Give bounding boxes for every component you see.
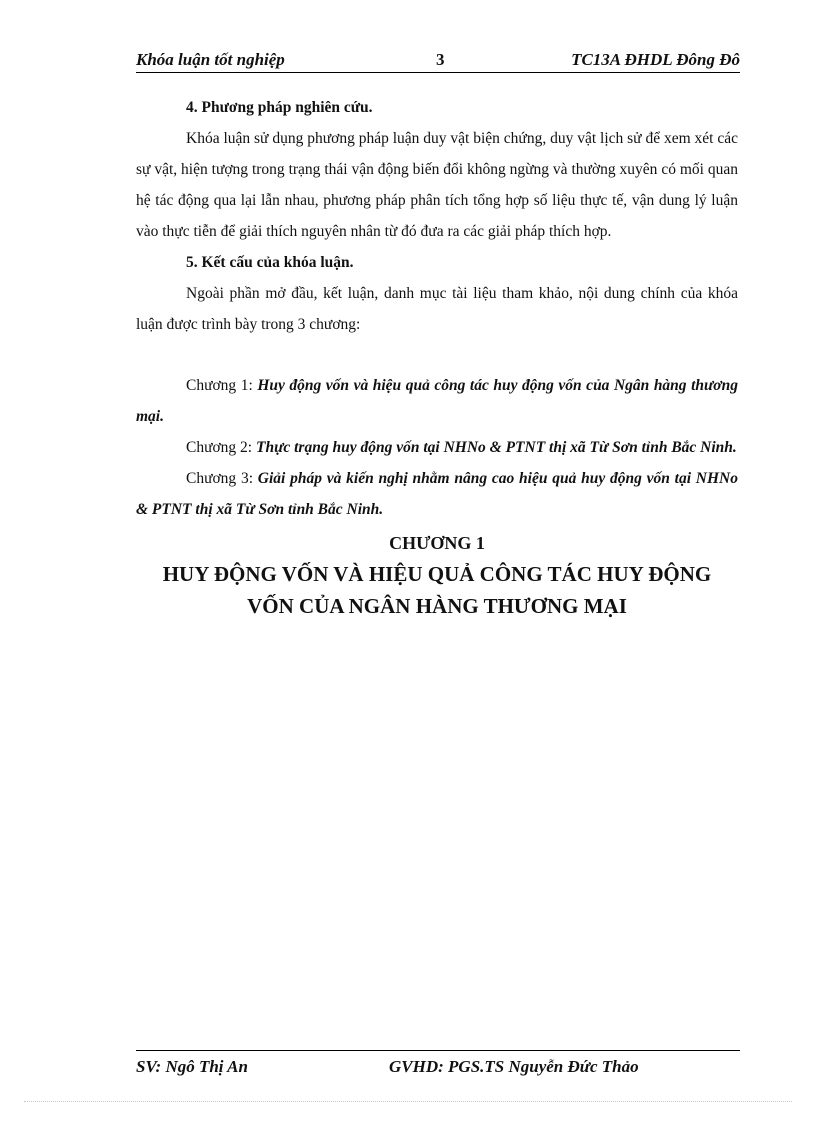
chapter-label: CHƯƠNG 1 [389,533,485,553]
chapter-list-item [136,370,738,432]
chapter-3-prefix: Chương 3: [186,470,258,487]
page-bottom-divider [24,1101,792,1102]
section-5-heading: 5. Kết cấu của khóa luận. [186,254,354,271]
footer-advisor: GVHD: PGS.TS Nguyễn Đức Thảo [389,1057,639,1076]
footer-student: SV: Ngô Thị An [136,1057,248,1076]
section-4-heading: 4. Phương pháp nghiên cứu. [186,99,373,116]
chapter-title-line-1: HUY ĐỘNG VỐN VÀ HIỆU QUẢ CÔNG TÁC HUY ĐỘNG [162,562,712,586]
spacer [136,340,738,370]
chapter-list-item [136,432,738,463]
header-class-name: TC13A ĐHDL Đông Đô [571,50,740,69]
chapter-1-title: Huy động vốn và hiệu quả công tác huy động vốn của Ngân hàng thương mại. [136,377,738,425]
chapter-1-prefix: Chương 1: [186,377,258,394]
chapter-title-line-2: VỐN CỦA NGÂN HÀNG THƯƠNG MẠI [247,594,627,618]
header-doc-title: Khóa luận tốt nghiệp [136,50,285,69]
page-body [136,92,738,622]
chapter-2-title: Thực trạng huy động vốn tại NHNo & PTNT thị xã Từ Sơn tỉnh Bắc Ninh. [256,439,737,456]
chapter-list-item [136,463,738,525]
chapter-3-title: Giải pháp và kiến nghị nhằm nâng cao hiệu quả huy động vốn tại NHNo & PTNT thị xã Từ Sơn tỉnh Bắc Ninh. [136,470,739,518]
section-5-paragraph: Ngoài phần mở đầu, kết luận, danh mục tài liệu tham khảo, nội dung chính của khóa luận được trình bày trong 3 chương: [136,285,738,333]
page-footer [136,1050,740,1076]
page-header [136,50,740,73]
chapter-2-prefix: Chương 2: [186,439,256,456]
section-4-paragraph: Khóa luận sử dụng phương pháp luận duy vật biện chứng, duy vật lịch sử để xem xét các sự vật, hiện tượng trong trạng thái vận động biến đổi không ngừng và thường xuyên có mối quan hệ tác động qua lại lẫn nhau, phương pháp phân tích tổng hợp số liệu thực tế, vận dung lý luận vào thực tiễn để giải thích nguyên nhân từ đó đưa ra các giải pháp thích hợp. [136,130,738,240]
header-page-number: 3 [436,50,445,69]
